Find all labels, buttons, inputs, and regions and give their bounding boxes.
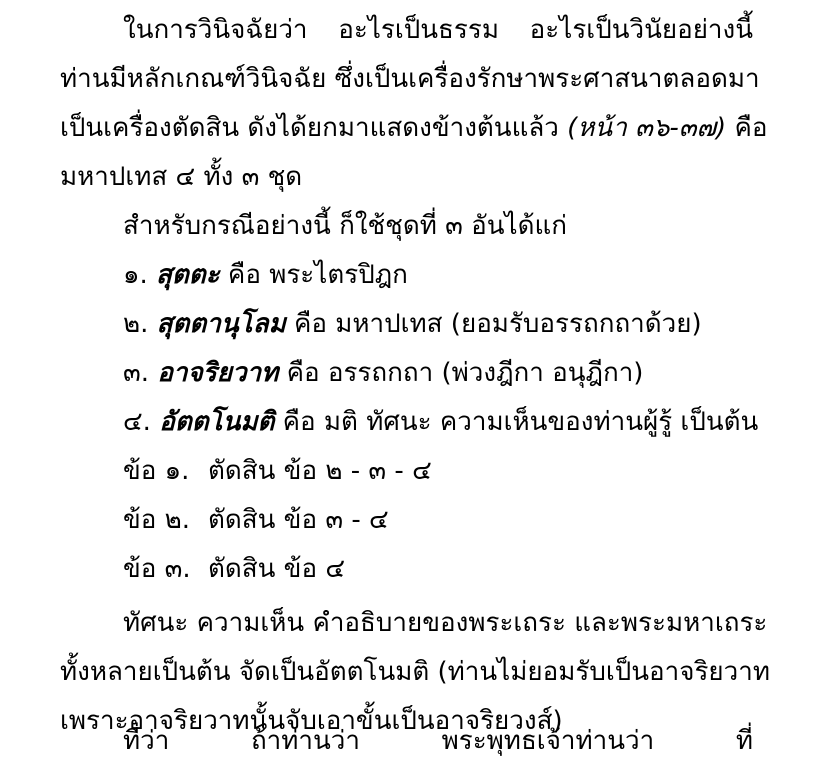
list-definition: คือ มติ ทัศนะ ความเห็นของท่านผู้รู้ เป็นต้น <box>274 407 759 437</box>
list-term: อัตตโนมติ <box>159 407 275 437</box>
para1-line4: มหาปเทส ๔ ทั้ง ๓ ชุด <box>60 162 303 192</box>
page-reference: (หน้า ๓๖-๓๗) <box>567 113 727 143</box>
rule-text: ตัดสิน ข้อ ๓ - ๔ <box>208 505 389 535</box>
rule-line <box>123 504 389 536</box>
list-item <box>123 357 643 389</box>
para2-line1: ทัศนะ ความเห็น คำอธิบายของพระเถระ และพระมหาเถระ <box>123 608 768 638</box>
para2-line3: เพราะอาจริยวาทนั้นจับเอาขั้นเป็นอาจริยวงส์) <box>60 706 563 736</box>
rule-text: ตัดสิน ข้อ ๔ <box>208 554 346 584</box>
rule-label: ข้อ ๑. <box>123 456 190 486</box>
para2-line2: ทั้งหลายเป็นต้น จัดเป็นอัตตโนมติ (ท่านไม่ยอมรับเป็นอาจริยวาท <box>60 657 770 687</box>
cropped-line-container <box>0 726 813 756</box>
list-number: ๓. <box>123 358 158 388</box>
list-term: อาจริยวาท <box>157 358 279 388</box>
para1-line3 <box>60 112 768 144</box>
list-item <box>123 259 408 291</box>
para1-line3-tail: คือ <box>726 113 768 143</box>
list-number: ๔. <box>123 407 160 437</box>
para1-line3-text: เป็นเครื่องตัดสิน ดังได้ยกมาแสดงข้างต้นแล้ว <box>60 113 568 143</box>
list-definition: คือ มหาปเทส (ยอมรับอรรถกถาด้วย) <box>285 309 702 339</box>
rule-line <box>123 553 345 585</box>
rule-label: ข้อ ๓. <box>123 554 191 584</box>
para1-line2: ท่านมีหลักเกณฑ์วินิจฉัย ซึ่งเป็นเครื่องรักษาพระศาสนาตลอดมา <box>60 64 760 94</box>
rule-label: ข้อ ๒. <box>123 505 191 535</box>
intro-line: สำหรับกรณีอย่างนี้ ก็ใช้ชุดที่ ๓ อันได้แก่ <box>123 211 567 241</box>
list-number: ๒. <box>123 309 157 339</box>
list-definition: คือ อรรถกถา (พ่วงฎีกา อนุฎีกา) <box>278 358 644 388</box>
list-number: ๑. <box>123 260 157 290</box>
list-item <box>123 406 758 438</box>
list-item <box>123 308 702 340</box>
list-term: สุตตานุโลม <box>156 309 286 339</box>
list-definition: คือ พระไตรปิฎก <box>219 260 408 290</box>
para1-line1: ในการวินิจฉัยว่า อะไรเป็นธรรม อะไรเป็นวินัยอย่างนี้ <box>123 15 753 45</box>
rule-line <box>123 455 432 487</box>
rule-text: ตัดสิน ข้อ ๒ - ๓ - ๔ <box>208 456 432 486</box>
list-term: สุตตะ <box>156 260 220 290</box>
para2-line4-cropped: ที่ว่า ถ้าท่านว่า พระพุทธเจ้าท่านว่า ที่ <box>123 726 753 756</box>
